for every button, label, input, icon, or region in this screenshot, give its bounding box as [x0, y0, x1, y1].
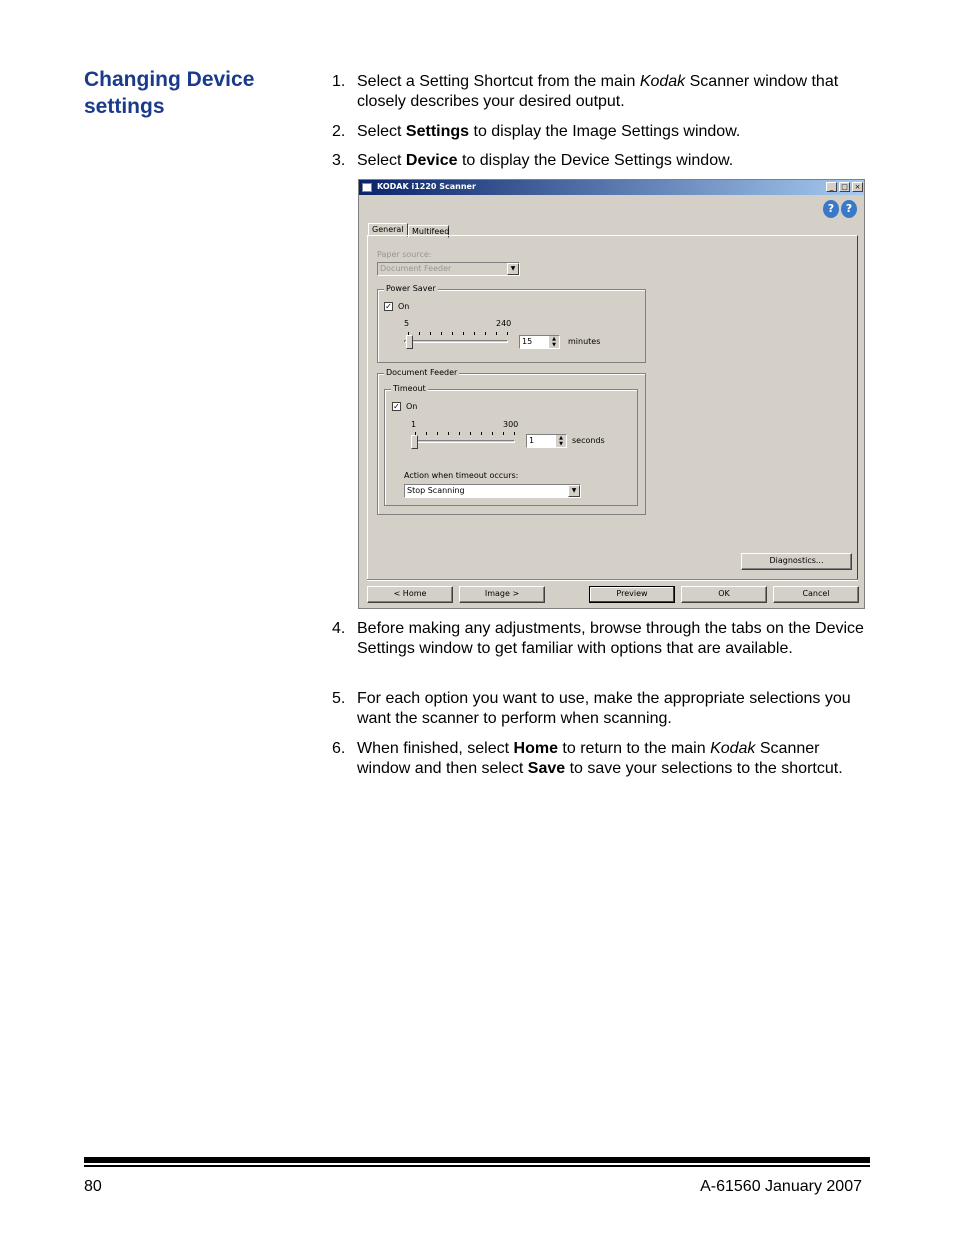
step-number: 2. — [332, 123, 346, 140]
timeout-seconds-input[interactable]: 1 ▲ ▼ — [526, 434, 567, 448]
chevron-down-icon: ▼ — [568, 485, 580, 497]
timeout-slider[interactable] — [411, 435, 418, 449]
spin-arrows-icon[interactable]: ▲ ▼ — [549, 336, 559, 348]
preview-button[interactable]: Preview — [589, 586, 675, 603]
step-1 — [332, 72, 872, 112]
step-text: Select Device to display the Device Settings window. — [357, 152, 734, 169]
timeout-track — [411, 440, 515, 443]
timeout-ticks — [415, 432, 515, 435]
help-icon[interactable]: ? — [823, 200, 839, 218]
timeout-min-label: 1 — [411, 420, 417, 429]
step-text: Select Settings to display the Image Settings window. — [357, 123, 741, 140]
tab-general[interactable]: General — [368, 223, 408, 237]
power-saver-track — [404, 340, 508, 343]
image-button[interactable]: Image > — [459, 586, 545, 603]
power-saver-slider[interactable] — [406, 335, 413, 349]
app-icon — [362, 183, 372, 192]
power-saver-ticks — [408, 332, 508, 335]
power-saver-minutes-input[interactable]: 15 ▲ ▼ — [519, 335, 560, 349]
timeout-action-select[interactable]: Stop Scanning ▼ — [404, 484, 581, 498]
footer-rule-thin — [84, 1165, 870, 1167]
timeout-max-label: 300 — [503, 420, 519, 429]
dialog-title: KODAK i1220 Scanner — [377, 182, 476, 191]
timeout-unit: seconds — [572, 436, 605, 445]
step-number: 6. — [332, 740, 346, 757]
page-number: 80 — [84, 1178, 102, 1195]
step-text: Before making any adjustments, browse through the tabs on the Device Settings window to get familiar with options that are available. — [357, 620, 864, 657]
document-feeder-label: Document Feeder — [386, 368, 458, 377]
timeout-on-label: On — [406, 402, 418, 411]
chevron-down-icon: ▼ — [507, 263, 519, 275]
device-settings-dialog — [358, 179, 865, 609]
paper-source-label: Paper source: — [377, 250, 432, 259]
home-button[interactable]: < Home — [367, 586, 453, 603]
power-saver-checkbox[interactable]: ✓ — [385, 302, 392, 311]
timeout-label: Timeout — [393, 384, 426, 393]
tab-multifeed[interactable]: Multifeed — [408, 225, 449, 238]
button-separator — [367, 579, 858, 581]
section-title: Changing Device settings — [84, 68, 255, 118]
power-saver-max-label: 240 — [496, 319, 512, 328]
step-number: 3. — [332, 152, 346, 169]
cancel-button[interactable]: Cancel — [773, 586, 859, 603]
paper-source-select[interactable]: Document Feeder ▼ — [377, 262, 520, 276]
step-text: For each option you want to use, make the appropriate selections you want the scanner to perform when scanning. — [357, 690, 851, 727]
step-number: 1. — [332, 73, 346, 90]
step-text: Select a Setting Shortcut from the main Kodak Scanner window that closely describes your desired output. — [357, 73, 839, 110]
power-saver-label: Power Saver — [386, 284, 436, 293]
power-saver-group — [377, 284, 646, 363]
timeout-group — [384, 384, 638, 506]
diagnostics-button[interactable]: Diagnostics... — [741, 553, 852, 570]
minimize-icon[interactable]: _ — [826, 182, 837, 192]
footer-rule-thick — [84, 1157, 870, 1163]
maximize-icon[interactable]: □ — [839, 182, 850, 192]
doc-id: A-61560 January 2007 — [700, 1178, 862, 1195]
step-number: 4. — [332, 620, 346, 637]
dialog-titlebar — [359, 180, 864, 195]
power-saver-unit: minutes — [568, 337, 601, 346]
timeout-checkbox[interactable]: ✓ — [393, 402, 400, 411]
power-saver-on-label: On — [398, 302, 410, 311]
context-help-icon[interactable]: ? — [841, 200, 857, 218]
tab-panel-general — [367, 235, 858, 580]
step-text: When finished, select Home to return to the main Kodak Scanner window and then select Save to save your selections to the shortcut. — [357, 740, 843, 777]
timeout-action-label: Action when timeout occurs: — [404, 471, 519, 480]
power-saver-min-label: 5 — [404, 319, 410, 328]
document-feeder-group — [377, 368, 646, 515]
spin-arrows-icon[interactable]: ▲ ▼ — [556, 435, 566, 447]
step-number: 5. — [332, 690, 346, 707]
ok-button[interactable]: OK — [681, 586, 767, 603]
close-icon[interactable]: × — [852, 182, 863, 192]
